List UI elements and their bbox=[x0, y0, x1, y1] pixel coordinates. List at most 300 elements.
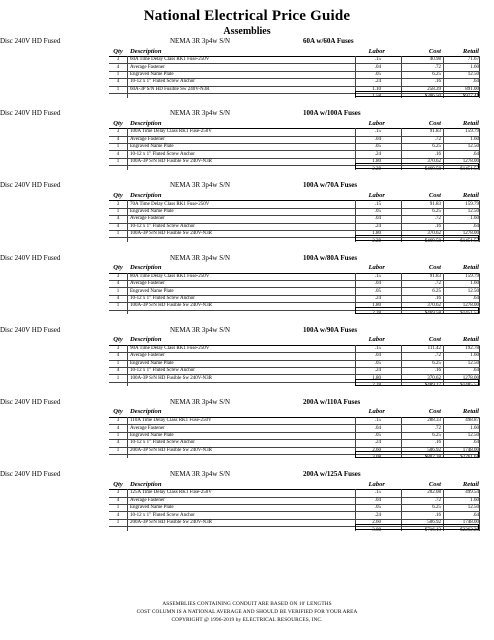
header-retail: Retail bbox=[462, 480, 479, 488]
row-qty: 4 bbox=[116, 497, 120, 503]
row-labor: .04 bbox=[374, 497, 381, 503]
row-qty: 3 bbox=[116, 490, 120, 496]
table-row bbox=[109, 425, 479, 432]
footer-line-cost: COST COLUMN IS A NATIONAL AVERAGE AND SHOULD BE VERIFIED FOR YOUR AREA bbox=[136, 609, 358, 615]
row-retail: 12.50 bbox=[467, 360, 479, 366]
assembly-table bbox=[109, 192, 479, 245]
total-retail: $1485.52 bbox=[460, 383, 479, 389]
row-description: Engraved Name Plate bbox=[130, 360, 174, 366]
header-qty: Qty bbox=[113, 119, 123, 127]
row-labor: .05 bbox=[374, 144, 381, 150]
header-labor: Labor bbox=[368, 336, 385, 344]
table-row bbox=[109, 224, 479, 231]
enclosure-type: NEMA 3R 3p4w S/N bbox=[170, 181, 231, 190]
row-retail: 159.79 bbox=[465, 129, 479, 135]
total-labor: 1.58 bbox=[372, 94, 381, 100]
assembly-table bbox=[109, 264, 479, 317]
row-labor: .24 bbox=[374, 223, 381, 229]
row-labor: .24 bbox=[374, 440, 381, 446]
enclosure-type: NEMA 3R 3p4w S/N bbox=[170, 109, 231, 118]
row-qty: 4 bbox=[116, 136, 120, 142]
assembly-type: Disc 240V HD Fused bbox=[0, 37, 61, 45]
row-retail: 1.60 bbox=[470, 64, 479, 70]
row-retail: 1.60 bbox=[470, 353, 479, 359]
row-qty: 4 bbox=[116, 425, 120, 431]
section-header bbox=[0, 326, 494, 336]
row-qty: 1 bbox=[116, 360, 120, 366]
assembly-section bbox=[0, 326, 494, 398]
header-cost: Cost bbox=[428, 47, 441, 55]
row-retail: 12.50 bbox=[467, 209, 479, 215]
row-description: 80A Time Delay Class RK1 Fuse-250V bbox=[130, 273, 210, 279]
row-description: 10-12 x 1" Fluted Screw Anchor bbox=[130, 512, 195, 518]
header-labor: Labor bbox=[368, 408, 385, 416]
row-qty: 3 bbox=[116, 201, 120, 207]
row-cost: 370.62 bbox=[427, 159, 441, 165]
row-labor: .04 bbox=[374, 64, 381, 70]
total-cost: $716.13 bbox=[424, 527, 441, 533]
row-cost: 6.25 bbox=[432, 209, 441, 215]
header-retail: Retail bbox=[462, 47, 479, 55]
assembly-type: Disc 240V HD Fused bbox=[0, 397, 61, 406]
table-header bbox=[109, 408, 479, 418]
row-cost: 111.42 bbox=[427, 346, 441, 352]
row-labor: .05 bbox=[374, 505, 381, 511]
row-retail: 1.60 bbox=[470, 425, 479, 431]
row-labor: .04 bbox=[374, 425, 381, 431]
row-description: 60A-3P S/N HD Fusible Sw 240V-N3R bbox=[130, 86, 210, 92]
table-row bbox=[109, 346, 479, 353]
table-row bbox=[109, 129, 479, 136]
header-description: Description bbox=[130, 47, 162, 55]
total-labor: 2.28 bbox=[372, 311, 381, 317]
total-labor: 2.28 bbox=[372, 166, 381, 172]
row-cost: .16 bbox=[434, 151, 441, 157]
row-description: Average Fastener bbox=[130, 425, 165, 431]
table-row bbox=[109, 418, 479, 425]
header-retail: Retail bbox=[462, 336, 479, 344]
row-cost: .16 bbox=[434, 223, 441, 229]
row-retail: .64 bbox=[472, 368, 479, 374]
table-row bbox=[109, 209, 479, 216]
row-cost: .72 bbox=[434, 136, 441, 142]
section-header bbox=[0, 398, 494, 408]
row-description: Engraved Name Plate bbox=[130, 433, 174, 439]
table-row bbox=[109, 274, 479, 281]
row-qty: 3 bbox=[116, 129, 120, 135]
page-title: National Electrical Price Guide bbox=[143, 8, 351, 24]
header-description: Description bbox=[130, 480, 162, 488]
row-labor: .15 bbox=[374, 57, 381, 63]
row-qty: 4 bbox=[116, 151, 120, 157]
row-description: 60A Time Delay Class RK1 Fuse-250V bbox=[130, 57, 210, 63]
header-retail: Retail bbox=[462, 408, 479, 416]
table-row bbox=[109, 353, 479, 360]
row-cost: 6.25 bbox=[432, 144, 441, 150]
assembly-section bbox=[0, 470, 494, 542]
row-description: Average Fastener bbox=[130, 353, 165, 359]
row-qty: 4 bbox=[116, 216, 120, 222]
section-header bbox=[0, 37, 494, 47]
row-retail: .64 bbox=[472, 223, 479, 229]
enclosure-type: NEMA 3R 3p4w S/N bbox=[170, 470, 231, 479]
row-retail: 1278.00 bbox=[462, 231, 479, 237]
assembly-rating: 60A w/60A Fuses bbox=[303, 37, 354, 45]
table-header bbox=[109, 192, 479, 202]
row-labor: .24 bbox=[374, 151, 381, 157]
row-qty: 1 bbox=[116, 144, 120, 150]
row-description: 10-12 x 1" Fluted Screw Anchor bbox=[130, 151, 195, 157]
grid-line-right bbox=[479, 128, 480, 170]
table-header bbox=[109, 120, 479, 130]
section-header bbox=[0, 470, 494, 480]
row-cost: .72 bbox=[434, 216, 441, 222]
row-description: 70A Time Delay Class RK1 Fuse-250V bbox=[130, 201, 210, 207]
table-row bbox=[109, 498, 479, 505]
row-labor: 2.60 bbox=[372, 447, 381, 453]
row-retail: .64 bbox=[472, 512, 479, 518]
row-labor: 2.60 bbox=[372, 519, 381, 525]
row-cost: 6.25 bbox=[432, 505, 441, 511]
header-cost: Cost bbox=[428, 191, 441, 199]
assembly-table bbox=[109, 481, 479, 534]
enclosure-type: NEMA 3R 3p4w S/N bbox=[170, 397, 231, 406]
row-retail: 1.60 bbox=[470, 497, 479, 503]
row-qty: 1 bbox=[116, 375, 120, 381]
row-retail: 1278.00 bbox=[462, 159, 479, 165]
header-retail: Retail bbox=[462, 264, 479, 272]
row-labor: .15 bbox=[374, 418, 381, 424]
row-retail: 1748.00 bbox=[462, 519, 479, 525]
assembly-section bbox=[0, 181, 494, 253]
grid-line-qty bbox=[127, 489, 128, 531]
table-row bbox=[109, 288, 479, 295]
table-row bbox=[109, 368, 479, 375]
header-qty: Qty bbox=[113, 191, 123, 199]
header-description: Description bbox=[130, 336, 162, 344]
row-cost: 6.25 bbox=[432, 288, 441, 294]
total-labor: 2.28 bbox=[372, 383, 381, 389]
row-qty: 4 bbox=[116, 368, 120, 374]
row-labor: .24 bbox=[374, 79, 381, 85]
total-retail: $977.41 bbox=[462, 94, 479, 100]
assembly-section bbox=[0, 254, 494, 326]
row-cost: 6.25 bbox=[432, 72, 441, 78]
row-labor: .05 bbox=[374, 72, 381, 78]
row-description: 200A-3P S/N HD Fusible Sw 240V-N3R bbox=[130, 519, 213, 525]
total-box bbox=[355, 163, 479, 170]
assembly-rating: 200A w/110A Fuses bbox=[303, 397, 361, 406]
header-description: Description bbox=[130, 264, 162, 272]
row-retail: 159.79 bbox=[465, 273, 479, 279]
row-description: 100A Time Delay Class RK1 Fuse-250V bbox=[130, 129, 212, 135]
table-header bbox=[109, 336, 479, 346]
row-retail: 192.78 bbox=[465, 346, 479, 352]
row-labor: 1.10 bbox=[372, 86, 381, 92]
header-qty: Qty bbox=[113, 480, 123, 488]
row-description: 10-12 x 1" Fluted Screw Anchor bbox=[130, 223, 195, 229]
page-subtitle: Assemblies bbox=[223, 26, 271, 37]
total-cost: $489.17 bbox=[424, 383, 441, 389]
row-qty: 4 bbox=[116, 512, 120, 518]
row-qty: 1 bbox=[116, 86, 120, 92]
row-retail: 498.87 bbox=[465, 418, 479, 424]
row-retail: 1278.00 bbox=[462, 375, 479, 381]
row-labor: .04 bbox=[374, 216, 381, 222]
assembly-rating: 100A w/90A Fuses bbox=[303, 325, 358, 334]
header-qty: Qty bbox=[113, 336, 123, 344]
row-labor: .04 bbox=[374, 281, 381, 287]
table-row bbox=[109, 151, 479, 158]
row-cost: 370.62 bbox=[427, 231, 441, 237]
total-cost: $469.58 bbox=[424, 238, 441, 244]
row-cost: 91.83 bbox=[429, 129, 441, 135]
row-cost: 370.62 bbox=[427, 303, 441, 309]
row-labor: .24 bbox=[374, 368, 381, 374]
footer-line-copyright: COPYRIGHT @ 1996-2019 by ELECTRICAL RESOURCES, INC. bbox=[171, 617, 323, 623]
table-header bbox=[109, 48, 479, 58]
row-cost: 288.33 bbox=[427, 418, 441, 424]
row-description: Average Fastener bbox=[130, 281, 165, 287]
header-labor: Labor bbox=[368, 264, 385, 272]
assembly-type: Disc 240V HD Fused bbox=[0, 181, 61, 190]
row-retail: 1748.00 bbox=[462, 447, 479, 453]
grid-line-right bbox=[479, 200, 480, 242]
total-box bbox=[355, 307, 479, 317]
row-retail: 71.67 bbox=[467, 57, 479, 63]
row-description: 200A-3P S/N HD Fusible Sw 240V-N3R bbox=[130, 447, 213, 453]
total-box bbox=[355, 451, 479, 461]
row-description: Engraved Name Plate bbox=[130, 505, 174, 511]
header-description: Description bbox=[130, 119, 162, 127]
total-retail: $2261.61 bbox=[460, 455, 479, 461]
enclosure-type: NEMA 3R 3p4w S/N bbox=[170, 253, 231, 262]
row-cost: 91.83 bbox=[429, 273, 441, 279]
row-cost: .16 bbox=[434, 440, 441, 446]
header-labor: Labor bbox=[368, 480, 385, 488]
row-qty: 1 bbox=[116, 159, 120, 165]
footer-line-conduit: ASSEMBLIES CONTAINING CONDUIT ARE BASED ON 10' LENGTHS bbox=[162, 601, 332, 607]
row-retail: 1278.00 bbox=[462, 303, 479, 309]
row-qty: 1 bbox=[116, 519, 120, 525]
total-cost: $306.50 bbox=[424, 94, 441, 100]
row-labor: .04 bbox=[374, 136, 381, 142]
row-cost: .72 bbox=[434, 281, 441, 287]
row-description: 10-12 x 1" Fluted Screw Anchor bbox=[130, 440, 195, 446]
row-description: 10-12 x 1" Fluted Screw Anchor bbox=[130, 296, 195, 302]
table-row bbox=[109, 201, 479, 208]
row-qty: 1 bbox=[116, 288, 120, 294]
row-description: 100A-3P S/N HD Fusible Sw 240V-N3R bbox=[130, 303, 213, 309]
row-description: 100A-3P S/N HD Fusible Sw 240V-N3R bbox=[130, 231, 213, 237]
row-cost: 258.39 bbox=[427, 86, 441, 92]
row-retail: 891.00 bbox=[465, 86, 479, 92]
assembly-table bbox=[109, 48, 479, 101]
row-qty: 3 bbox=[116, 418, 120, 424]
row-description: 110A Time Delay Class RK1 Fuse-250V bbox=[130, 418, 212, 424]
total-retail: $1451.53 bbox=[460, 311, 479, 317]
row-cost: 506.92 bbox=[427, 519, 441, 525]
grid-line-qty bbox=[127, 417, 128, 459]
header-qty: Qty bbox=[113, 408, 123, 416]
row-description: Engraved Name Plate bbox=[130, 144, 174, 150]
total-labor: 2.28 bbox=[372, 238, 381, 244]
row-description: Average Fastener bbox=[130, 216, 165, 222]
header-description: Description bbox=[130, 191, 162, 199]
row-labor: .05 bbox=[374, 360, 381, 366]
assembly-rating: 200A w/125A Fuses bbox=[303, 470, 361, 479]
table-row bbox=[109, 440, 479, 447]
row-qty: 4 bbox=[116, 64, 120, 70]
row-retail: 12.50 bbox=[467, 433, 479, 439]
row-description: 10-12 x 1" Fluted Screw Anchor bbox=[130, 368, 195, 374]
row-qty: 1 bbox=[116, 505, 120, 511]
enclosure-type: NEMA 3R 3p4w S/N bbox=[170, 37, 231, 45]
table-row bbox=[109, 505, 479, 512]
table-row bbox=[109, 137, 479, 144]
row-qty: 1 bbox=[116, 447, 120, 453]
total-retail: $1451.53 bbox=[460, 166, 479, 172]
row-retail: 12.50 bbox=[467, 72, 479, 78]
header-description: Description bbox=[130, 408, 162, 416]
row-labor: 1.80 bbox=[372, 159, 381, 165]
row-retail: .64 bbox=[472, 296, 479, 302]
row-qty: 4 bbox=[116, 223, 120, 229]
grid-line-right bbox=[479, 56, 480, 98]
row-cost: 91.83 bbox=[429, 201, 441, 207]
row-labor: .15 bbox=[374, 273, 381, 279]
row-retail: 12.50 bbox=[467, 288, 479, 294]
row-labor: 1.80 bbox=[372, 375, 381, 381]
grid-line-qty bbox=[127, 345, 128, 387]
row-cost: .16 bbox=[434, 296, 441, 302]
row-qty: 4 bbox=[116, 281, 120, 287]
total-box bbox=[355, 235, 479, 242]
row-labor: 1.80 bbox=[372, 303, 381, 309]
grid-line-right bbox=[479, 489, 480, 531]
row-retail: .64 bbox=[472, 151, 479, 157]
row-labor: .05 bbox=[374, 433, 381, 439]
header-cost: Cost bbox=[428, 408, 441, 416]
row-labor: .15 bbox=[374, 346, 381, 352]
row-qty: 4 bbox=[116, 79, 120, 85]
grid-line-qty bbox=[127, 128, 128, 170]
header-cost: Cost bbox=[428, 119, 441, 127]
row-description: Average Fastener bbox=[130, 136, 165, 142]
header-cost: Cost bbox=[428, 480, 441, 488]
assembly-section bbox=[0, 109, 494, 181]
row-description: Average Fastener bbox=[130, 64, 165, 70]
row-cost: .16 bbox=[434, 512, 441, 518]
assembly-type: Disc 240V HD Fused bbox=[0, 325, 61, 334]
table-row bbox=[109, 64, 479, 71]
grid-line-qty bbox=[127, 56, 128, 98]
table-row bbox=[109, 72, 479, 79]
row-cost: 40.98 bbox=[429, 57, 441, 63]
header-retail: Retail bbox=[462, 191, 479, 199]
row-retail: 499.54 bbox=[465, 490, 479, 496]
row-retail: 159.79 bbox=[465, 201, 479, 207]
row-cost: .72 bbox=[434, 425, 441, 431]
row-cost: .72 bbox=[434, 497, 441, 503]
row-cost: 202.08 bbox=[427, 490, 441, 496]
total-labor: 3.08 bbox=[372, 455, 381, 461]
assembly-table bbox=[109, 336, 479, 389]
row-labor: .15 bbox=[374, 490, 381, 496]
assembly-table bbox=[109, 120, 479, 173]
row-qty: 1 bbox=[116, 303, 120, 309]
assembly-table bbox=[109, 408, 479, 461]
row-labor: .05 bbox=[374, 288, 381, 294]
total-box bbox=[355, 379, 479, 389]
section-header bbox=[0, 109, 494, 119]
row-retail: 12.50 bbox=[467, 144, 479, 150]
row-description: 10-12 x 1" Fluted Screw Anchor bbox=[130, 79, 195, 85]
total-labor: 3.08 bbox=[372, 527, 381, 533]
total-retail: $2262.28 bbox=[460, 527, 479, 533]
row-labor: 1.80 bbox=[372, 231, 381, 237]
table-row bbox=[109, 490, 479, 497]
assembly-rating: 100A w/80A Fuses bbox=[303, 253, 358, 262]
total-box bbox=[355, 524, 479, 531]
grid-line-right bbox=[479, 345, 480, 387]
assembly-rating: 100A w/100A Fuses bbox=[303, 109, 361, 118]
row-cost: 6.25 bbox=[432, 433, 441, 439]
total-cost: $469.58 bbox=[424, 166, 441, 172]
row-qty: 1 bbox=[116, 433, 120, 439]
row-description: Engraved Name Plate bbox=[130, 72, 174, 78]
row-cost: .16 bbox=[434, 79, 441, 85]
header-labor: Labor bbox=[368, 191, 385, 199]
row-qty: 3 bbox=[116, 346, 120, 352]
row-qty: 1 bbox=[116, 209, 120, 215]
assembly-rating: 100A w/70A Fuses bbox=[303, 181, 358, 190]
row-labor: .24 bbox=[374, 512, 381, 518]
table-row bbox=[109, 281, 479, 288]
grid-line-right bbox=[479, 273, 480, 315]
row-description: 100A-3P S/N HD Fusible Sw 240V-N3R bbox=[130, 159, 213, 165]
assembly-list bbox=[0, 37, 494, 542]
assembly-section bbox=[0, 398, 494, 470]
row-qty: 3 bbox=[116, 273, 120, 279]
row-retail: 12.50 bbox=[467, 505, 479, 511]
row-qty: 3 bbox=[116, 57, 120, 63]
row-retail: .64 bbox=[472, 79, 479, 85]
total-retail: $1451.53 bbox=[460, 238, 479, 244]
section-header bbox=[0, 181, 494, 191]
row-retail: .64 bbox=[472, 440, 479, 446]
total-box bbox=[355, 91, 479, 98]
assembly-type: Disc 240V HD Fused bbox=[0, 253, 61, 262]
total-cost: $469.58 bbox=[424, 311, 441, 317]
total-cost: $802.38 bbox=[424, 455, 441, 461]
header-labor: Labor bbox=[368, 119, 385, 127]
row-cost: .16 bbox=[434, 368, 441, 374]
row-description: Engraved Name Plate bbox=[130, 209, 174, 215]
row-retail: 1.60 bbox=[470, 281, 479, 287]
header-qty: Qty bbox=[113, 264, 123, 272]
row-cost: .72 bbox=[434, 353, 441, 359]
table-row bbox=[109, 216, 479, 223]
grid-line-right bbox=[479, 417, 480, 459]
row-labor: .15 bbox=[374, 201, 381, 207]
assembly-type: Disc 240V HD Fused bbox=[0, 109, 61, 118]
header-cost: Cost bbox=[428, 264, 441, 272]
table-row bbox=[109, 361, 479, 368]
row-retail: 1.60 bbox=[470, 216, 479, 222]
grid-line-qty bbox=[127, 273, 128, 315]
table-row bbox=[109, 512, 479, 519]
